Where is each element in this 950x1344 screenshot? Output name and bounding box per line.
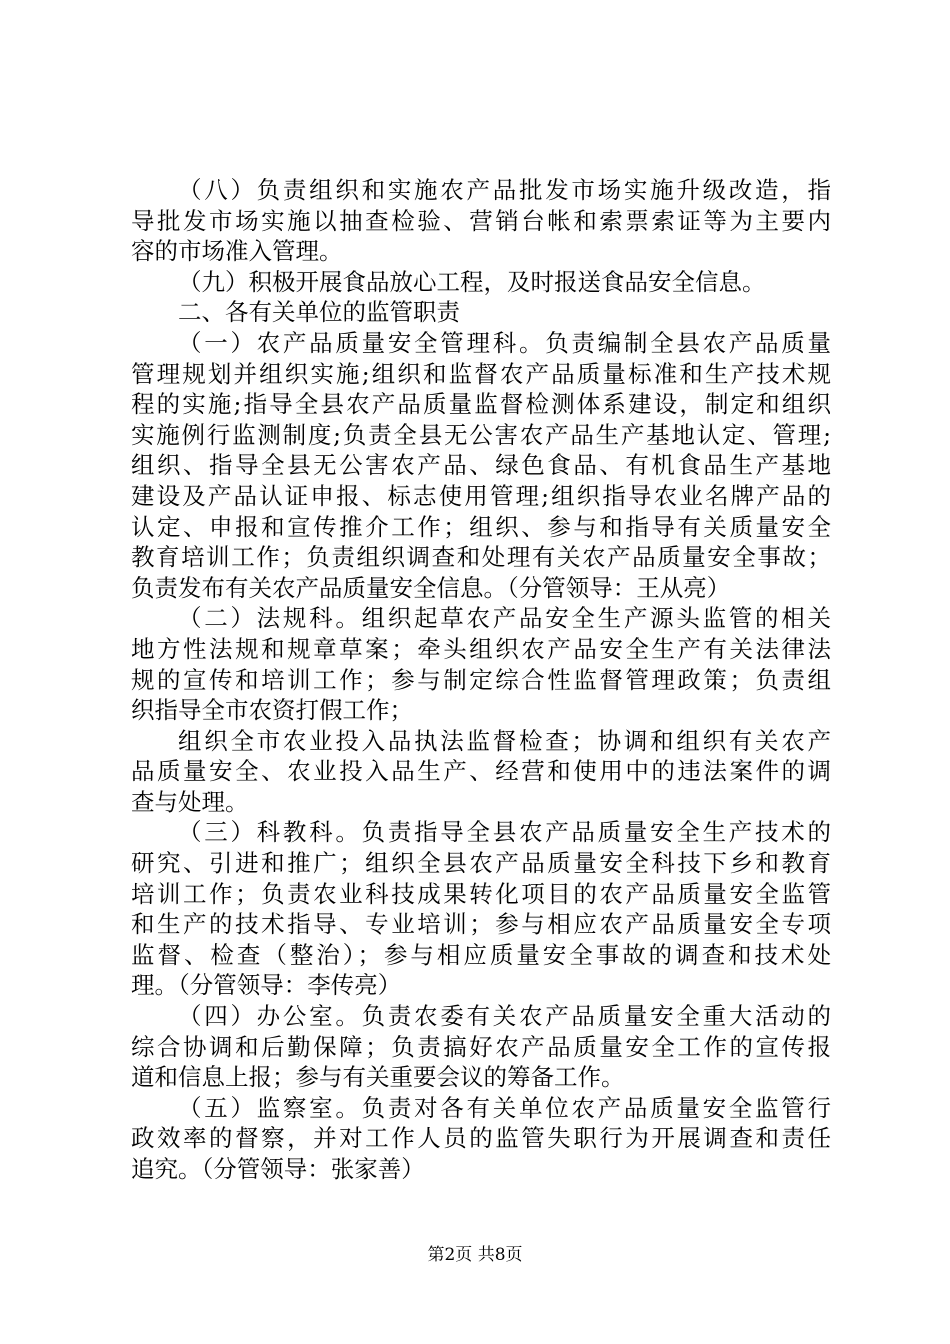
text-line: 导批发市场实施以抽查检验、营销台帐和索票索证等为主要内 (131, 206, 831, 235)
text-line: 实施例行监测制度;负责全县无公害农产品生产基地认定、管理; (131, 420, 831, 449)
text-line: 教育培训工作；负责组织调查和处理有关农产品质量安全事故； (131, 543, 831, 572)
text-line: （八）负责组织和实施农产品批发市场实施升级改造，指 (178, 176, 831, 204)
text-line: （四）办公室。负责农委有关农产品质量安全重大活动的 (178, 1002, 831, 1031)
text-line: 培训工作；负责农业科技成果转化项目的农产品质量安全监管 (131, 879, 831, 908)
text-line: 织指导全市农资打假工作； (131, 696, 413, 725)
text-line: 品质量安全、农业投入品生产、经营和使用中的违法案件的调 (131, 757, 831, 786)
text-line: （二）法规科。组织起草农产品安全生产源头监管的相关 (178, 604, 831, 633)
text-line: 研究、引进和推广；组织全县农产品质量安全科技下乡和教育 (131, 849, 831, 878)
text-line: 和生产的技术指导、专业培训；参与相应农产品质量安全专项 (131, 910, 831, 939)
text-line: （三）科教科。负责指导全县农产品质量安全生产技术的 (178, 818, 831, 847)
text-line: 规的宣传和培训工作；参与制定综合性监督管理政策；负责组 (131, 665, 831, 694)
text-line: 追究。（分管领导：张家善） (131, 1155, 425, 1183)
text-line: 二、各有关单位的监管职责 (178, 298, 460, 327)
text-line: （九）积极开展食品放心工程，及时报送食品安全信息。 (178, 267, 766, 296)
text-line: 组织全市农业投入品执法监督检查；协调和组织有关农产 (178, 726, 831, 755)
text-line: 理。（分管领导：李传亮） (131, 971, 402, 1000)
text-line: 建设及产品认证申报、标志使用管理;组织指导农业名牌产品的 (131, 481, 831, 510)
text-line: 程的实施;指导全县农产品质量监督检测体系建设，制定和组织 (131, 390, 831, 419)
text-line: 监督、检查（整治）；参与相应质量安全事故的调查和技术处 (131, 940, 831, 969)
text-line: 负责发布有关农产品质量安全信息。（分管领导：王从亮） (131, 573, 731, 602)
page-footer: 第2页 共8页 (427, 1245, 523, 1265)
text-line: 道和信息上报；参与有关重要会议的筹备工作。 (131, 1063, 625, 1092)
text-line: 组织、指导全县无公害农产品、绿色食品、有机食品生产基地 (131, 451, 831, 480)
text-line: 管理规划并组织实施;组织和监督农产品质量标准和生产技术规 (131, 359, 831, 388)
text-line: 地方性法规和规章草案；牵头组织农产品安全生产有关法律法 (131, 634, 831, 663)
document-body (131, 175, 831, 1185)
text-line: （五）监察室。负责对各有关单位农产品质量安全监管行 (178, 1093, 831, 1122)
text-line: 查与处理。 (131, 787, 249, 816)
text-line: （一）农产品质量安全管理科。负责编制全县农产品质量 (178, 328, 831, 357)
text-line: 认定、申报和宣传推介工作；组织、参与和指导有关质量安全 (131, 512, 831, 541)
text-line: 政效率的督察，并对工作人员的监管失职行为开展调查和责任 (131, 1124, 831, 1153)
text-line: 综合协调和后勤保障；负责搞好农产品质量安全工作的宣传报 (131, 1032, 831, 1061)
text-line: 容的市场准入管理。 (131, 237, 343, 266)
